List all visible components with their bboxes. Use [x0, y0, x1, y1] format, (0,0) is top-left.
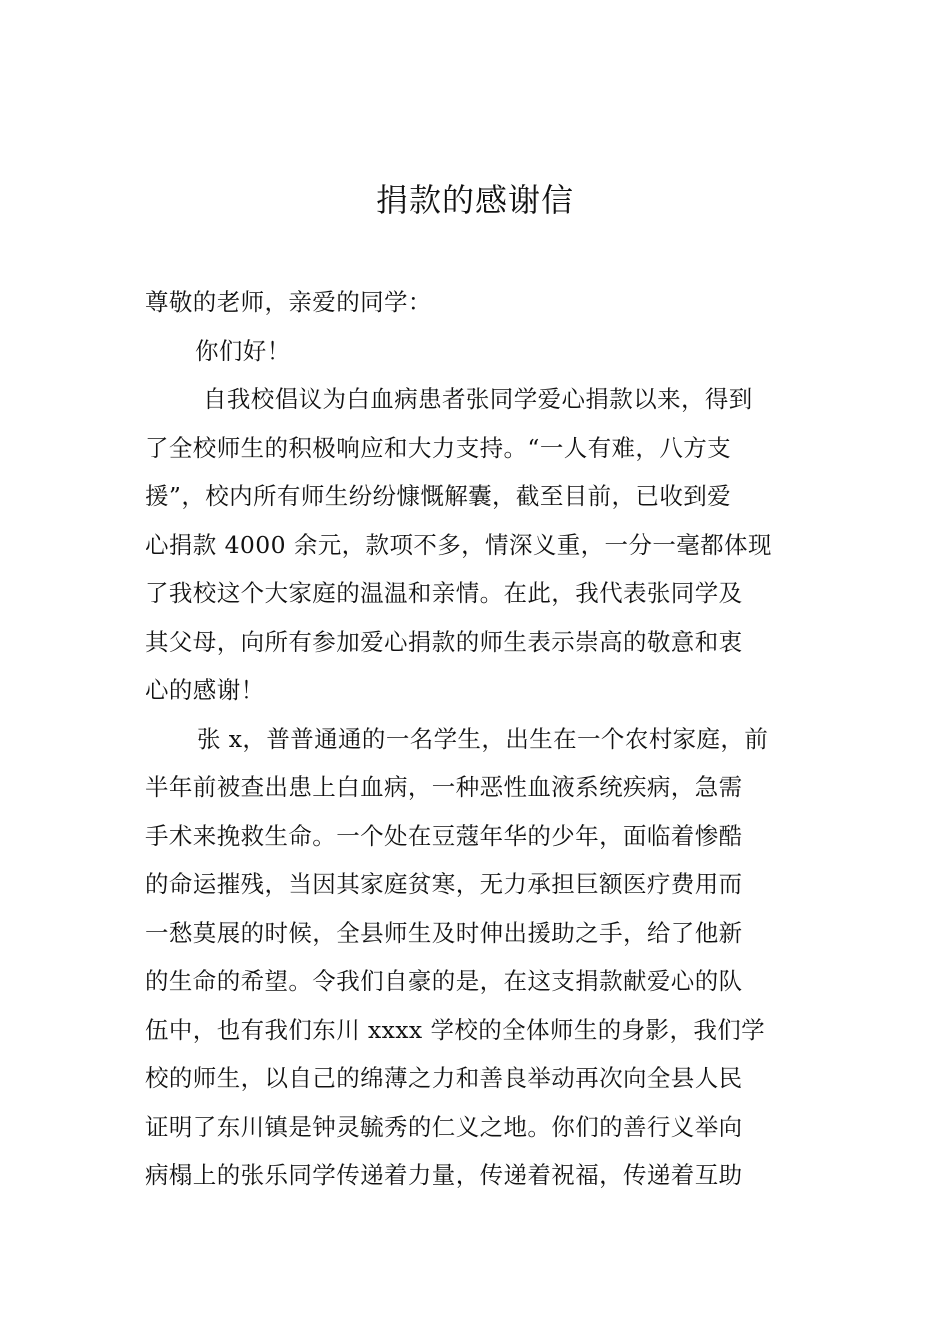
paragraph-line: 心捐款 4000 余元，款项不多，情深义重，一分一毫都体现 — [145, 530, 772, 559]
paragraph-line: 校的师生，以自己的绵薄之力和善良举动再次向全县人民 — [145, 1064, 743, 1092]
paragraph-line: 伍中，也有我们东川 xxxx 学校的全体师生的身影，我们学 — [145, 1015, 766, 1044]
paragraph-line: 援”，校内所有师生纷纷慷慨解囊，截至目前，已收到爱 — [145, 482, 732, 510]
salutation: 尊敬的老师，亲爱的同学： — [145, 288, 432, 316]
paragraph-line: 手术来挽救生命。一个处在豆蔻年华的少年，面临着惨酷 — [145, 821, 743, 850]
paragraph-line: 自我校倡议为白血病患者张同学爱心捐款以来，得到 — [203, 385, 753, 413]
paragraph-line: 证明了东川镇是钟灵毓秀的仁义之地。你们的善行义举向 — [145, 1112, 743, 1141]
paragraph-line: 了我校这个大家庭的温温和亲情。在此，我代表张同学及 — [145, 579, 743, 607]
paragraph-line: 其父母，向所有参加爱心捐款的师生表示崇高的敬意和衷 — [145, 627, 743, 656]
paragraph-line: 病榻上的张乐同学传递着力量，传递着祝福，传递着互助 — [145, 1161, 743, 1189]
greeting: 你们好！ — [195, 336, 291, 365]
paragraph-line: 的命运摧残，当因其家庭贫寒，无力承担巨额医疗费用而 — [145, 870, 743, 898]
paragraph-line: 张 x，普普通通的一名学生，出生在一个农村家庭，前 — [197, 724, 769, 753]
paragraph-1 — [145, 375, 807, 715]
paragraph-line: 一愁莫展的时候，全县师生及时伸出援助之手，给了他新 — [145, 918, 743, 947]
paragraph-line: 了全校师生的积极响应和大力支持。“一人有难，八方支 — [145, 433, 732, 462]
paragraph-line: 心的感谢！ — [145, 676, 265, 704]
paragraph-2 — [145, 715, 807, 1200]
paragraph-line: 的生命的希望。令我们自豪的是，在这支捐款献爱心的队 — [145, 967, 743, 995]
letter-body — [145, 278, 807, 1200]
paragraph-line: 半年前被查出患上白血病，一种恶性血液系统疾病，急需 — [145, 773, 743, 801]
document-title: 捐款的感谢信 — [375, 181, 574, 219]
